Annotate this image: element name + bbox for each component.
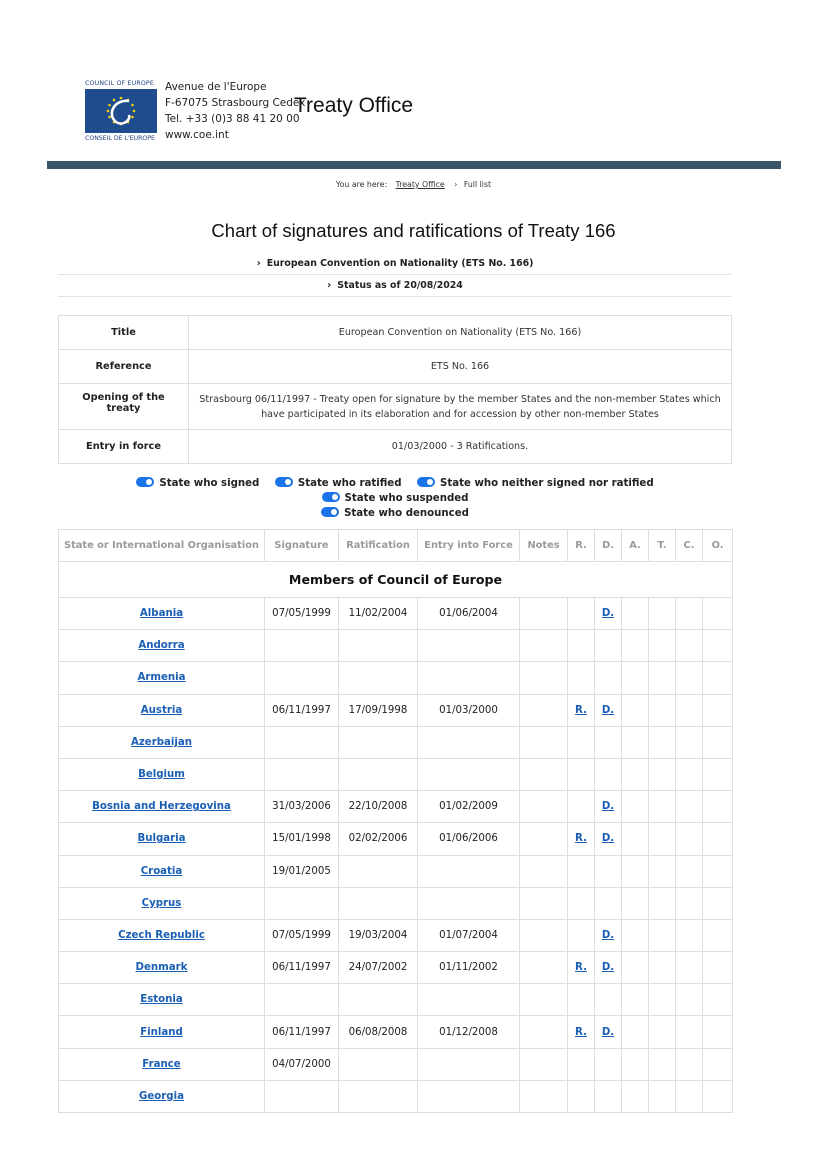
address-block [165,79,305,143]
notes-cell [520,1080,568,1112]
column-header[interactable]: T. [649,530,676,562]
empty-cell [676,1048,703,1080]
declarations-link-cell [595,984,622,1016]
empty-cell [703,662,733,694]
notes-cell [520,630,568,662]
address-line: F-67075 Strasbourg Cedex [165,97,306,109]
breadcrumb-link-treaty-office[interactable]: Treaty Office [395,180,445,189]
logo-bottom-text: CONSEIL DE L'EUROPE [85,135,155,142]
ratification-date-cell: 02/02/2006 [339,823,418,855]
stars-icon [85,89,157,133]
declarations-link-cell [595,887,622,919]
empty-cell [622,887,649,919]
reservations-link-cell [568,919,595,951]
signature-date-cell [265,758,339,790]
declarations-link-cell [595,791,622,823]
empty-cell [676,694,703,726]
notes-cell [520,1048,568,1080]
state-link-cell [59,919,265,951]
filter-ratified[interactable] [275,476,402,491]
empty-cell [649,791,676,823]
state-link[interactable]: Finland [140,1026,183,1038]
empty-cell [703,952,733,984]
empty-cell [676,791,703,823]
state-link-cell [59,823,265,855]
empty-cell [676,662,703,694]
state-link-cell [59,694,265,726]
ratification-date-cell: 17/09/1998 [339,694,418,726]
empty-cell [649,855,676,887]
signature-date-cell: 31/03/2006 [265,791,339,823]
reservations-link-cell [568,1048,595,1080]
notes-cell [520,823,568,855]
table-row [59,662,733,694]
entry-into-force-date-cell [418,855,520,887]
ratification-date-cell [339,855,418,887]
notes-cell [520,984,568,1016]
state-link-cell [59,1080,265,1112]
empty-cell [649,598,676,630]
info-row-entry [59,430,732,464]
empty-cell [622,662,649,694]
empty-cell [622,919,649,951]
declarations-link-cell [595,1048,622,1080]
filter-denounced[interactable] [321,506,469,521]
empty-cell [703,887,733,919]
empty-cell [703,630,733,662]
reservations-link[interactable]: R. [575,704,587,716]
state-link-cell [59,887,265,919]
entry-into-force-date-cell: 01/02/2009 [418,791,520,823]
toggle-icon[interactable] [321,507,339,517]
expander-label: European Convention on Nationality (ETS No. 166) [266,258,534,269]
empty-cell [676,855,703,887]
empty-cell [622,1048,649,1080]
table-header-row [59,530,733,562]
signature-date-cell [265,630,339,662]
declarations-link-cell [595,952,622,984]
empty-cell [703,919,733,951]
table-row [59,855,733,887]
group-title: Members of Council of Europe [59,562,733,598]
state-link[interactable]: Austria [140,704,183,716]
state-link[interactable]: Azerbaijan [130,736,193,748]
toggle-icon[interactable] [322,492,340,502]
state-link[interactable]: Croatia [140,865,183,877]
entry-into-force-date-cell: 01/07/2004 [418,919,520,951]
entry-into-force-date-cell [418,662,520,694]
entry-into-force-date-cell: 01/11/2002 [418,952,520,984]
expander-label: Status as of 20/08/2024 [337,280,463,291]
state-link-cell [59,1048,265,1080]
notes-cell [520,662,568,694]
declarations-link-cell [595,758,622,790]
empty-cell [649,919,676,951]
empty-cell [703,855,733,887]
table-row [59,791,733,823]
declarations-link-cell [595,726,622,758]
declarations-link-cell [595,630,622,662]
state-link-cell [59,630,265,662]
address-line: Avenue de l'Europe [165,81,267,93]
ratification-date-cell [339,662,418,694]
ratification-date-cell [339,758,418,790]
filter-label: State who signed [159,478,260,489]
toggle-icon[interactable] [275,477,293,487]
info-row-title [59,316,732,350]
reservations-link-cell [568,1080,595,1112]
entry-into-force-date-cell: 01/06/2004 [418,598,520,630]
empty-cell [622,855,649,887]
empty-cell [622,791,649,823]
column-header[interactable]: R. [568,530,595,562]
breadcrumb-prefix: You are here: [335,180,388,189]
ratification-date-cell [339,887,418,919]
reservations-link-cell [568,791,595,823]
page-title: Chart of signatures and ratifications of Treaty 166 [211,220,616,241]
notes-cell [520,887,568,919]
signature-date-cell [265,984,339,1016]
breadcrumb [0,180,827,189]
declarations-link[interactable]: D. [601,1026,615,1038]
toggle-icon[interactable] [417,477,435,487]
column-header[interactable]: Notes [520,530,568,562]
entry-into-force-date-cell: 01/12/2008 [418,1016,520,1048]
logo-top-text: COUNCIL OF EUROPE [85,80,154,87]
state-link-cell [59,726,265,758]
empty-cell [676,598,703,630]
signatures-table [58,529,733,1113]
empty-cell [622,598,649,630]
notes-cell [520,758,568,790]
chevron-right-icon: › [327,280,332,291]
state-link[interactable]: Czech Republic [118,929,205,941]
table-row [59,1016,733,1048]
column-header[interactable]: C. [676,530,703,562]
empty-cell [622,823,649,855]
table-row [59,1080,733,1112]
info-key: Title [59,316,189,350]
state-link[interactable]: Cyprus [141,897,182,909]
signature-date-cell [265,887,339,919]
empty-cell [703,791,733,823]
state-link[interactable]: Estonia [140,994,183,1006]
column-header[interactable]: State or International Organisation [59,530,265,562]
empty-cell [703,1016,733,1048]
state-link-cell [59,758,265,790]
info-key: Entry in force [59,430,189,464]
notes-cell [520,726,568,758]
entry-into-force-date-cell [418,1080,520,1112]
declarations-link-cell [595,919,622,951]
signature-date-cell: 04/07/2000 [265,1048,339,1080]
state-link[interactable]: Bosnia and Herzegovina [92,801,231,813]
table-row [59,694,733,726]
empty-cell [676,758,703,790]
reservations-link[interactable]: R. [575,1026,587,1038]
empty-cell [622,694,649,726]
empty-cell [649,984,676,1016]
ratification-date-cell: 24/07/2002 [339,952,418,984]
column-header[interactable]: O. [703,530,733,562]
empty-cell [622,758,649,790]
signature-date-cell: 06/11/1997 [265,1016,339,1048]
phone-line: Tel. +33 (0)3 88 41 20 00 [165,113,300,125]
empty-cell [676,984,703,1016]
ratification-date-cell [339,726,418,758]
ratification-date-cell: 11/02/2004 [339,598,418,630]
table-row [59,919,733,951]
entry-into-force-date-cell [418,984,520,1016]
ratification-date-cell [339,1048,418,1080]
table-row [59,1048,733,1080]
table-row [59,758,733,790]
signature-date-cell: 06/11/1997 [265,694,339,726]
table-row [59,984,733,1016]
signature-date-cell: 07/05/1999 [265,919,339,951]
notes-cell [520,952,568,984]
state-link[interactable]: France [142,1058,181,1070]
breadcrumb-current: Full list [463,180,492,189]
state-link[interactable]: Armenia [137,672,186,684]
empty-cell [649,1048,676,1080]
table-row [59,598,733,630]
empty-cell [649,887,676,919]
declarations-link-cell [595,694,622,726]
info-value: European Convention on Nationality (ETS No. 166) [189,316,732,350]
reservations-link[interactable]: R. [575,833,587,845]
reservations-link-cell [568,726,595,758]
reservations-link-cell [568,694,595,726]
notes-cell [520,791,568,823]
notes-cell [520,694,568,726]
reservations-link-cell [568,855,595,887]
empty-cell [649,1080,676,1112]
empty-cell [703,694,733,726]
entry-into-force-date-cell [418,887,520,919]
empty-cell [622,952,649,984]
empty-cell [649,662,676,694]
declarations-link-cell [595,1080,622,1112]
logo-emblem [85,89,157,133]
website-line: www.coe.int [165,129,229,141]
info-value: ETS No. 166 [189,350,732,384]
info-row-reference [59,350,732,384]
empty-cell [703,758,733,790]
declarations-link-cell [595,662,622,694]
ratification-date-cell: 06/08/2008 [339,1016,418,1048]
signature-date-cell [265,662,339,694]
empty-cell [676,1016,703,1048]
info-value: Strasbourg 06/11/1997 - Treaty open for signature by the member States and the non-member States which have participated in its elaboration and for accession by other non-member States [189,384,732,430]
declarations-link[interactable]: D. [601,801,615,813]
declarations-link-cell [595,855,622,887]
empty-cell [703,1048,733,1080]
reservations-link-cell [568,887,595,919]
filter-signed[interactable] [136,476,259,491]
declarations-link-cell [595,823,622,855]
expander-convention[interactable] [58,254,732,275]
empty-cell [649,952,676,984]
filter-label: State who neither signed nor ratified [440,478,654,489]
column-header[interactable]: A. [622,530,649,562]
declarations-link[interactable]: D. [601,962,615,974]
filter-neither[interactable] [417,476,654,491]
state-link-cell [59,1016,265,1048]
column-header[interactable]: Ratification [339,530,418,562]
empty-cell [676,823,703,855]
empty-cell [703,598,733,630]
reservations-link-cell [568,823,595,855]
state-link[interactable]: Belgium [138,769,185,781]
empty-cell [703,726,733,758]
state-link-cell [59,791,265,823]
table-row [59,726,733,758]
treaty-info-table [58,315,732,464]
notes-cell [520,855,568,887]
state-link-cell [59,984,265,1016]
declarations-link-cell [595,1016,622,1048]
state-link[interactable]: Andorra [138,640,185,652]
signature-date-cell: 15/01/1998 [265,823,339,855]
notes-cell [520,919,568,951]
info-value: 01/03/2000 - 3 Ratifications. [189,430,732,464]
reservations-link-cell [568,1016,595,1048]
empty-cell [676,952,703,984]
table-row [59,630,733,662]
state-link-cell [59,855,265,887]
info-key: Reference [59,350,189,384]
state-link[interactable]: Denmark [135,962,188,974]
column-header[interactable]: Entry into Force [418,530,520,562]
notes-cell [520,598,568,630]
entry-into-force-date-cell: 01/03/2000 [418,694,520,726]
reservations-link-cell [568,630,595,662]
signature-date-cell: 19/01/2005 [265,855,339,887]
state-link-cell [59,662,265,694]
reservations-link[interactable]: R. [575,962,587,974]
state-link[interactable]: Georgia [139,1090,184,1102]
filter-label: State who ratified [297,478,402,489]
empty-cell [649,630,676,662]
empty-cell [622,984,649,1016]
entry-into-force-date-cell [418,1048,520,1080]
empty-cell [676,919,703,951]
table-row [59,823,733,855]
toggle-icon[interactable] [136,477,154,487]
empty-cell [676,726,703,758]
state-link[interactable]: Albania [139,608,184,620]
signature-date-cell [265,726,339,758]
group-row [59,562,733,598]
column-header[interactable]: Signature [265,530,339,562]
chevron-right-icon: › [256,258,261,269]
signature-date-cell: 07/05/1999 [265,598,339,630]
declarations-link[interactable]: D. [601,608,615,620]
info-row-opening [59,384,732,430]
entry-into-force-date-cell [418,758,520,790]
empty-cell [622,630,649,662]
empty-cell [622,1080,649,1112]
empty-cell [703,823,733,855]
entry-into-force-date-cell [418,630,520,662]
notes-cell [520,1016,568,1048]
ratification-date-cell [339,630,418,662]
empty-cell [649,726,676,758]
entry-into-force-date-cell: 01/06/2006 [418,823,520,855]
chevron-right-icon: › [454,180,458,189]
header-divider [47,161,781,169]
empty-cell [649,823,676,855]
filter-suspended[interactable] [322,491,469,506]
expander-status[interactable] [58,276,732,297]
office-title: Treaty Office [294,94,414,117]
empty-cell [703,984,733,1016]
state-link-cell [59,598,265,630]
ratification-date-cell [339,984,418,1016]
legend-filters [58,476,732,521]
declarations-link-cell [595,598,622,630]
empty-cell [676,1080,703,1112]
reservations-link-cell [568,662,595,694]
reservations-link-cell [568,952,595,984]
ratification-date-cell: 22/10/2008 [339,791,418,823]
signature-date-cell: 06/11/1997 [265,952,339,984]
table-row [59,952,733,984]
empty-cell [622,1016,649,1048]
state-link[interactable]: Bulgaria [137,833,186,845]
empty-cell [622,726,649,758]
state-link-cell [59,952,265,984]
filter-label: State who denounced [344,508,469,519]
reservations-link-cell [568,984,595,1016]
table-row [59,887,733,919]
reservations-link-cell [568,758,595,790]
empty-cell [649,1016,676,1048]
filter-label: State who suspended [344,493,469,504]
empty-cell [676,630,703,662]
empty-cell [649,694,676,726]
ratification-date-cell: 19/03/2004 [339,919,418,951]
declarations-link[interactable]: D. [601,704,615,716]
entry-into-force-date-cell [418,726,520,758]
declarations-link[interactable]: D. [601,833,615,845]
info-key: Opening of the treaty [59,384,189,430]
coe-logo [85,80,159,142]
empty-cell [703,1080,733,1112]
declarations-link[interactable]: D. [601,929,615,941]
column-header[interactable]: D. [595,530,622,562]
signature-date-cell [265,1080,339,1112]
reservations-link-cell [568,598,595,630]
ratification-date-cell [339,1080,418,1112]
empty-cell [676,887,703,919]
empty-cell [649,758,676,790]
